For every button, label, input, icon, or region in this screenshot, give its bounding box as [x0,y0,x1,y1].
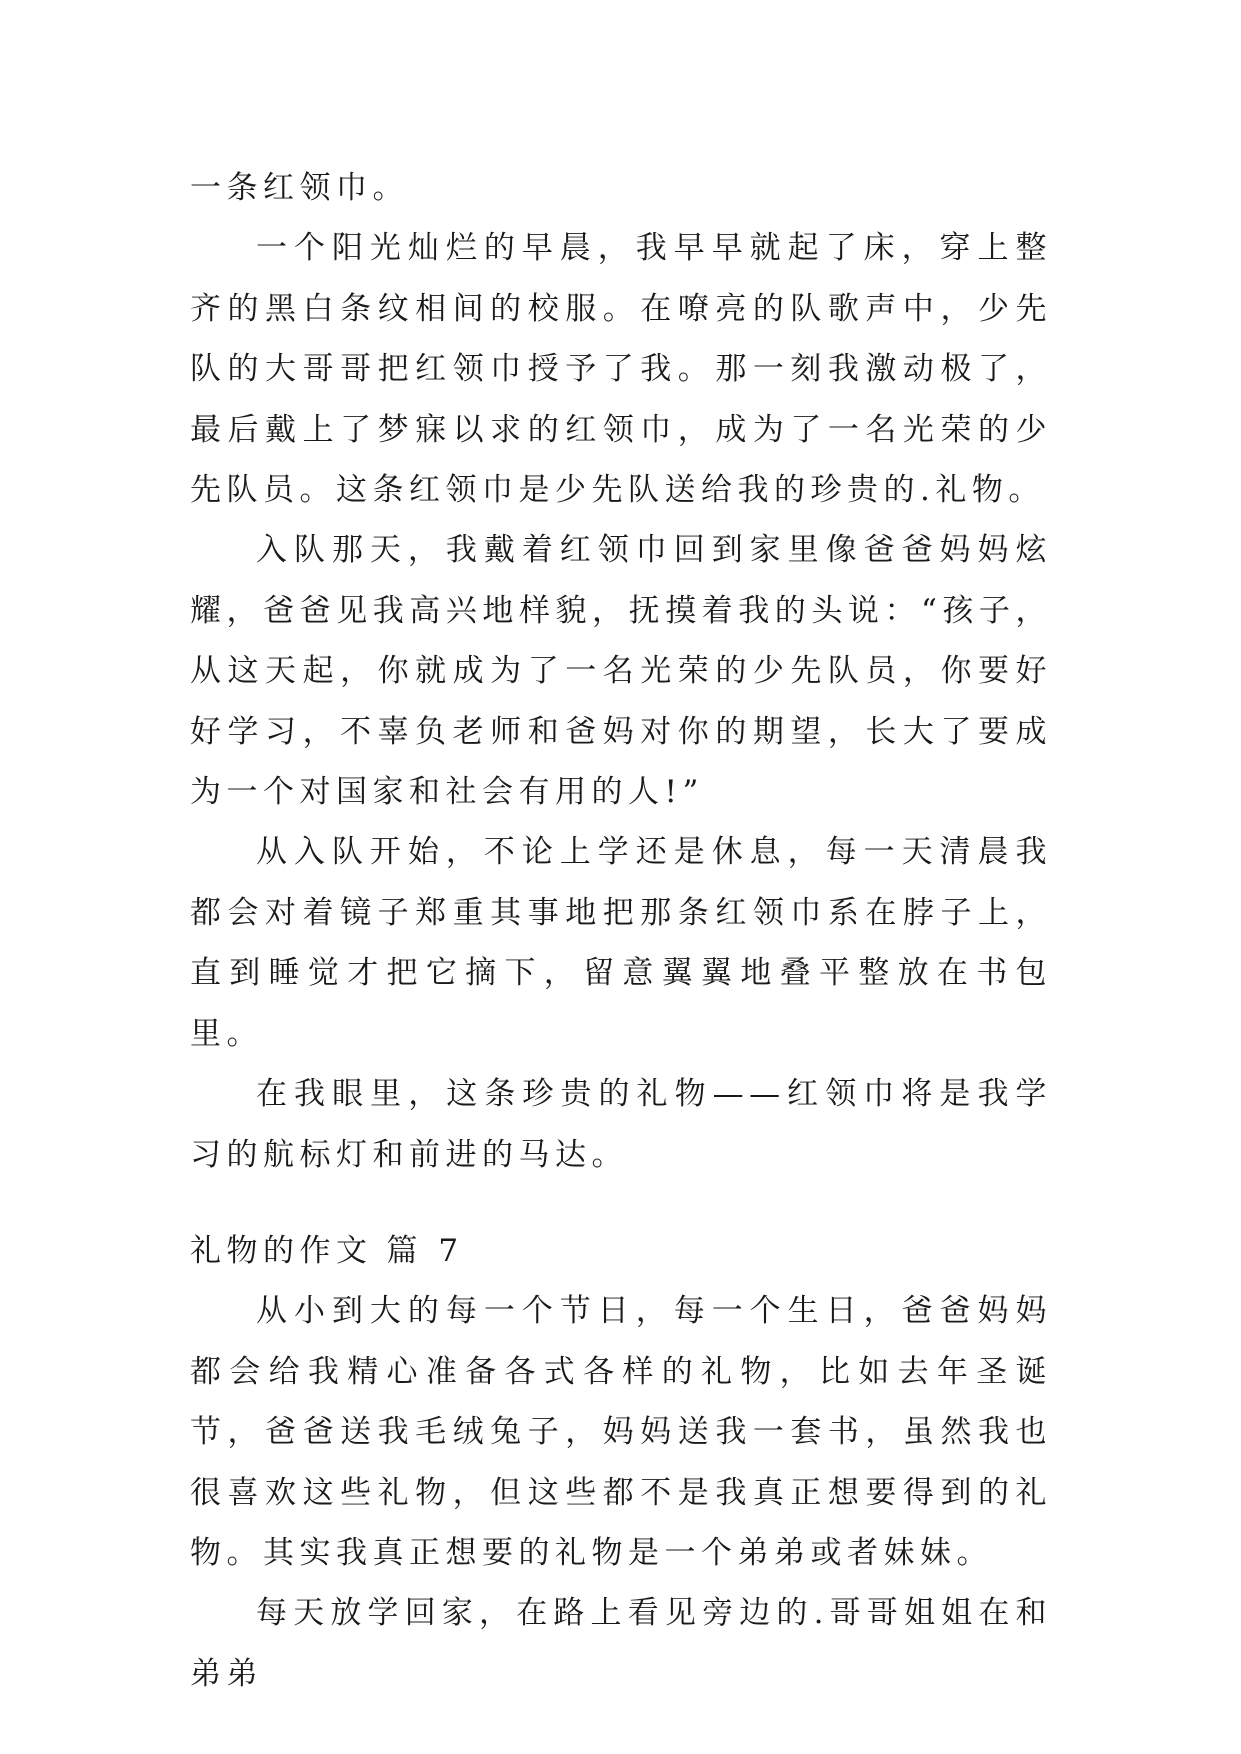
paragraph: 从入队开始，不论上学还是休息，每一天清晨我都会对着镜子郑重其事地把那条红领巾系在脖子上，直到睡觉才把它摘下，留意翼翼地叠平整放在书包里。 [190,834,1052,1052]
section-title-label: 礼物的作文 [190,1232,373,1269]
section-title [190,1221,1052,1281]
paragraph: 在我眼里，这条珍贵的礼物——红领巾将是我学习的航标灯和前进的马达。 [190,1076,1052,1173]
section-spacer [190,1185,1052,1221]
document-body [190,158,1052,1704]
section-title-number: 篇 7 [386,1232,464,1269]
paragraph: 入队那天，我戴着红领巾回到家里像爸爸妈妈炫耀，爸爸见我高兴地样貌，抚摸着我的头说：“孩子，从这天起，你就成为了一名光荣的少先队员，你要好好学习，不辜负老师和爸妈对你的期望，长大了要成为一个对国家和社会有用的人!” [190,532,1052,811]
paragraph: 每天放学回家，在路上看见旁边的.哥哥姐姐在和弟弟 [190,1595,1052,1692]
paragraph: 从小到大的每一个节日，每一个生日，爸爸妈妈都会给我精心准备各式各样的礼物，比如去年圣诞节，爸爸送我毛绒兔子，妈妈送我一套书，虽然我也很喜欢这些礼物，但这些都不是我真正想要得到的礼物。其实我真正想要的礼物是一个弟弟或者妹妹。 [190,1293,1052,1571]
paragraph-continuation: 一条红领巾。 [190,170,409,206]
paragraph: 一个阳光灿烂的早晨，我早早就起了床，穿上整齐的黑白条纹相间的校服。在嘹亮的队歌声中，少先队的大哥哥把红领巾授予了我。那一刻我激动极了，最后戴上了梦寐以求的红领巾，成为了一名光荣的少先队员。这条红领巾是少先队送给我的珍贵的.礼物。 [190,230,1052,509]
